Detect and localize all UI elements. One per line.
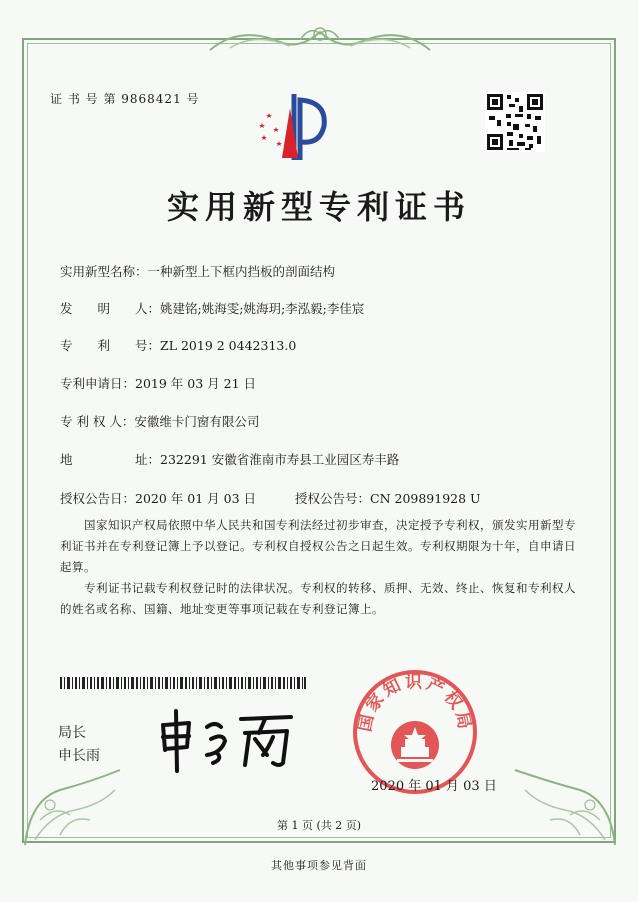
- certificate-number: 证 书 号 第 9868421 号: [50, 92, 200, 106]
- grant-number-value: CN 209891928 U: [370, 491, 481, 506]
- director-signature: [155, 705, 305, 775]
- patentee-row: [60, 412, 259, 430]
- patentee-value: 安徽维卡门窗有限公司: [134, 414, 260, 429]
- patent-number-value: ZL 2019 2 0442313.0: [160, 338, 297, 353]
- grant-date-label: 授权公告日：: [60, 491, 136, 506]
- svg-text:国家知识产权局: 国家知识产权局: [355, 672, 475, 734]
- legal-status-paragraph: 专利证书记载专利权登记时的法律状况。专利权的转移、质押、无效、终止、恢复和专利权人的姓名或名称、国籍、地址变更等事项记载在专利登记簿上。: [60, 581, 576, 616]
- application-date-row: [60, 374, 256, 392]
- grant-statement-paragraph: 国家知识产权局依照中华人民共和国专利法经过初步审查，决定授予专利权，颁发实用新型专利证书并在专利登记簿上予以登记。专利权自授权公告之日起生效。专利权期限为十年，自申请日起算。: [60, 518, 576, 574]
- grant-number-label: 授权公告号：: [295, 491, 371, 506]
- page-number: 第 1 页 (共 2 页): [276, 819, 362, 832]
- inventor-value: 姚建铭;姚海雯;姚海玥;李泓毅;李佳宸: [160, 301, 365, 316]
- patentee-label: 专 利 权 人：: [60, 414, 135, 429]
- application-date-label: 专利申请日：: [60, 376, 136, 391]
- grant-date-row: [60, 489, 256, 507]
- qr-code: [485, 92, 545, 152]
- barcode: [60, 677, 306, 689]
- top-ornament: [200, 20, 440, 60]
- cnipa-logo: [252, 88, 342, 160]
- inventor-row: [60, 299, 364, 317]
- bottom-right-ornament: [505, 760, 620, 850]
- director-title: 局长: [58, 725, 86, 741]
- address-value: 232291 安徽省淮南市寿县工业园区寿丰路: [160, 452, 400, 467]
- utility-name-row: [60, 262, 335, 280]
- address-row: [60, 450, 399, 468]
- bottom-left-ornament: [20, 760, 130, 850]
- footer-note: 其他事项参见背面: [271, 859, 367, 872]
- address-label: 地 址：: [60, 452, 161, 467]
- utility-name-label: 实用新型名称：: [60, 264, 148, 279]
- inventor-label: 发 明 人：: [60, 301, 161, 316]
- patent-number-label: 专 利 号：: [60, 338, 161, 353]
- seal-date: 2020 年 01 月 03 日: [371, 779, 497, 794]
- application-date-value: 2019 年 03 月 21 日: [135, 376, 257, 391]
- utility-name-value: 一种新型上下框内挡板的剖面结构: [147, 264, 336, 279]
- grant-number-row: [295, 489, 481, 507]
- certificate-title: 实用新型专利证书: [166, 188, 471, 226]
- patent-number-row: [60, 336, 296, 354]
- certificate-inner-border: [27, 43, 611, 838]
- director-name: 申长雨: [58, 748, 100, 764]
- grant-date-value: 2020 年 01 月 03 日: [135, 491, 257, 506]
